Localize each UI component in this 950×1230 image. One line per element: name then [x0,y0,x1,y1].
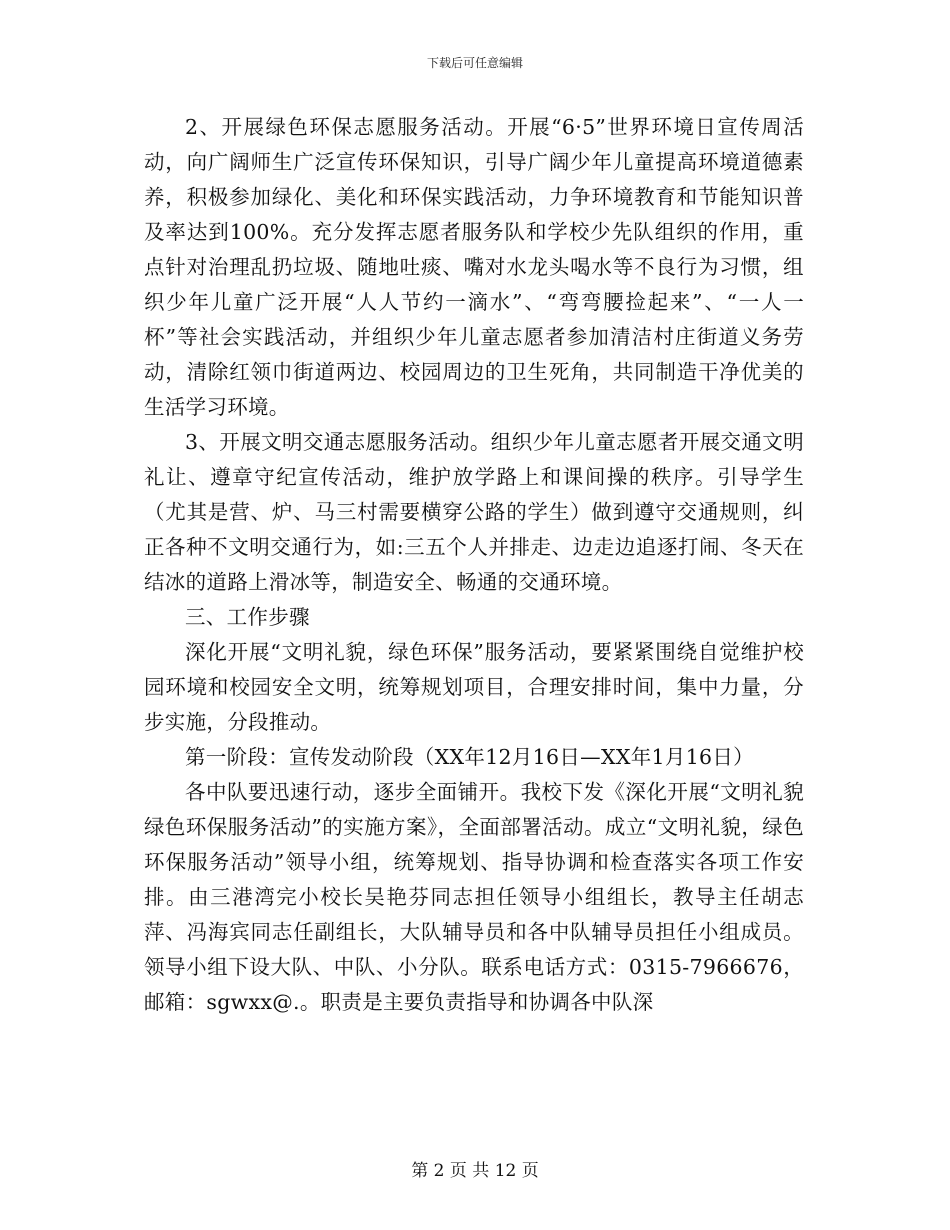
paragraph-green-environment: 2、开展绿色环保志愿服务活动。开展“6·5”世界环境日宣传周活动，向广阔师生广泛宣传环保知识，引导广阔少年儿童提高环境道德素养，积极参加绿化、美化和环保实践活动，力争环境教育和节能知识普及率达到100%。充分发挥志愿者服务队和学校少先队组织的作用，重点针对治理乱扔垃圾、随地吐痰、嘴对水龙头喝水等不良行为习惯，组织少年儿童广泛开展“人人节约一滴水”、“弯弯腰捡起来”、“一人一杯”等社会实践活动，并组织少年儿童志愿者参加清洁村庄街道义务劳动，清除红领巾街道两边、校园周边的卫生死角，共同制造干净优美的生活学习环境。 [144,115,804,419]
page-header: 下载后可任意编辑 [426,56,523,70]
section-heading-work-steps: 三、工作步骤 [185,605,310,629]
paragraph-stage-one: 第一阶段：宣传发动阶段（XX年12月16日—XX年1月16日） [185,745,754,769]
paragraph-organization: 各中队要迅速行动，逐步全面铺开。我校下发《深化开展“文明礼貌绿色环保服务活动”的实施方案》，全面部署活动。成立“文明礼貌，绿色环保服务活动”领导小组，统筹规划、指导协调和检查落实各项工作安排。由三港湾完小校长吴艳芬同志担任领导小组组长，教导主任胡志萍、冯海宾同志任副组长，大队辅导员和各中队辅导员担任小组成员。领导小组下设大队、中队、小分队。联系电话方式：0315-7966676，邮箱：sgwxx@.。职责是主要负责指导和协调各中队深 [144,780,804,1014]
document-body [144,110,804,1020]
page-number-footer: 第 2 页 共 12 页 [411,1161,539,1181]
paragraph-deepen-activities: 深化开展“文明礼貌，绿色环保”服务活动，要紧紧围绕自觉维护校园环境和校园安全文明，统筹规划项目，合理安排时间，集中力量，分步实施，分段推动。 [144,640,804,734]
paragraph-civil-traffic: 3、开展文明交通志愿服务活动。组织少年儿童志愿者开展交通文明礼让、遵章守纪宣传活动，维护放学路上和课间操的秩序。引导学生（尤其是营、炉、马三村需要横穿公路的学生）做到遵守交通规则，纠正各种不文明交通行为，如:三五个人并排走、边走边追逐打闹、冬天在结冰的道路上滑冰等，制造安全、畅通的交通环境。 [144,430,804,594]
